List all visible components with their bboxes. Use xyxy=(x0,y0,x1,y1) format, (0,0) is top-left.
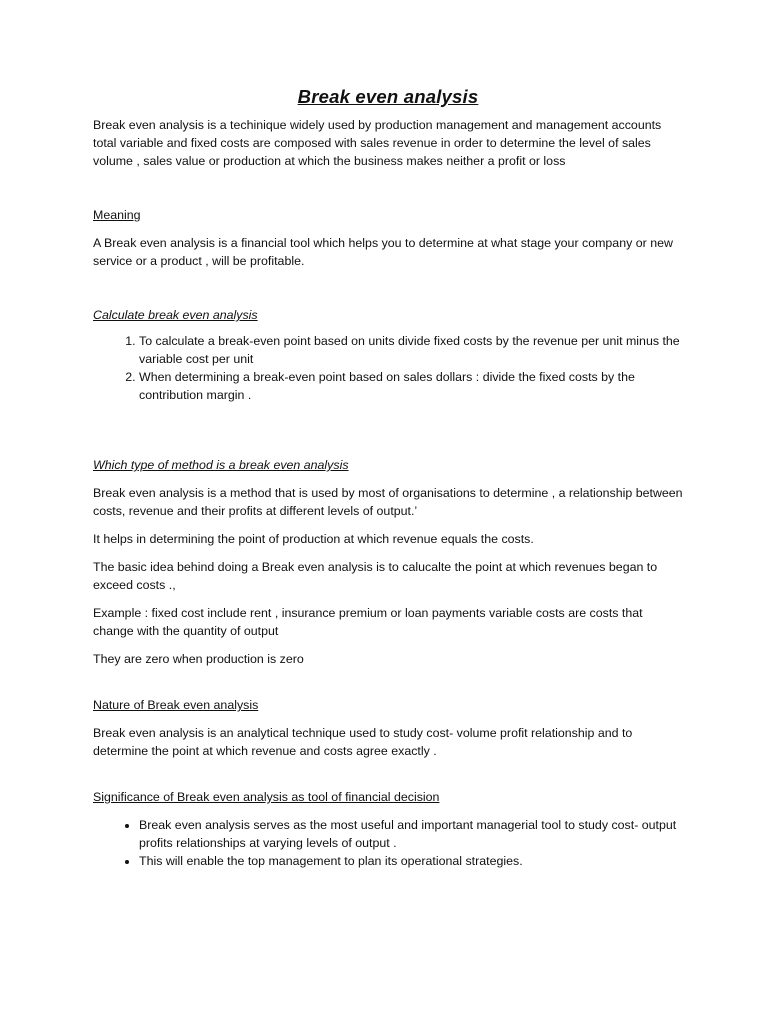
nature-paragraph: Break even analysis is an analytical technique used to study cost- volume profit relationship and to determine the point at which revenue and costs agree exactly . xyxy=(93,726,633,758)
method-paragraph: The basic idea behind doing a Break even analysis is to calucalte the point at which revenues began to exceed costs ., xyxy=(93,560,658,592)
meaning-paragraph: A Break even analysis is a financial tool which helps you to determine at what stage your company or new service or a product , will be profitable. xyxy=(93,236,673,268)
document-title: Break even analysis xyxy=(297,86,479,107)
method-paragraph: Example : fixed cost include rent , insurance premium or loan payments variable costs are costs that change with the quantity of output xyxy=(93,606,643,638)
method-paragraph: It helps in determining the point of production at which revenue equals the costs. xyxy=(93,532,534,546)
significance-heading: Significance of Break even analysis as tool of financial decision xyxy=(93,790,440,804)
meaning-heading: Meaning xyxy=(93,208,141,222)
calculate-heading: Calculate break even analysis xyxy=(93,308,258,322)
calculate-list-item: 1. To calculate a break-even point based on units divide fixed costs by the revenue per unit minus the variable cost per unit xyxy=(139,332,683,368)
nature-heading: Nature of Break even analysis xyxy=(93,698,259,712)
calculate-list xyxy=(93,332,683,404)
method-paragraph: They are zero when production is zero xyxy=(93,652,304,666)
method-paragraph: Break even analysis is a method that is used by most of organisations to determine , a relationship between costs, revenue and their profits at different levels of output.’ xyxy=(93,486,683,518)
intro-paragraph: Break even analysis is a techinique widely used by production management and management accounts total variable and fixed costs are composed with sales revenue in order to determine the level of sales volume , sales value or production at which the business makes neither a profit or loss xyxy=(93,118,662,168)
significance-list-item: • This will enable the top management to plan its operational strategies. xyxy=(139,852,683,870)
significance-list xyxy=(93,816,683,870)
significance-list-item: • Break even analysis serves as the most useful and important managerial tool to study cost- output profits relationships at varying levels of output . xyxy=(139,816,683,852)
method-heading: Which type of method is a break even analysis xyxy=(93,458,349,472)
calculate-list-item: 2. When determining a break-even point based on sales dollars : divide the fixed costs by the contribution margin . xyxy=(139,368,683,404)
document-page xyxy=(93,88,683,870)
